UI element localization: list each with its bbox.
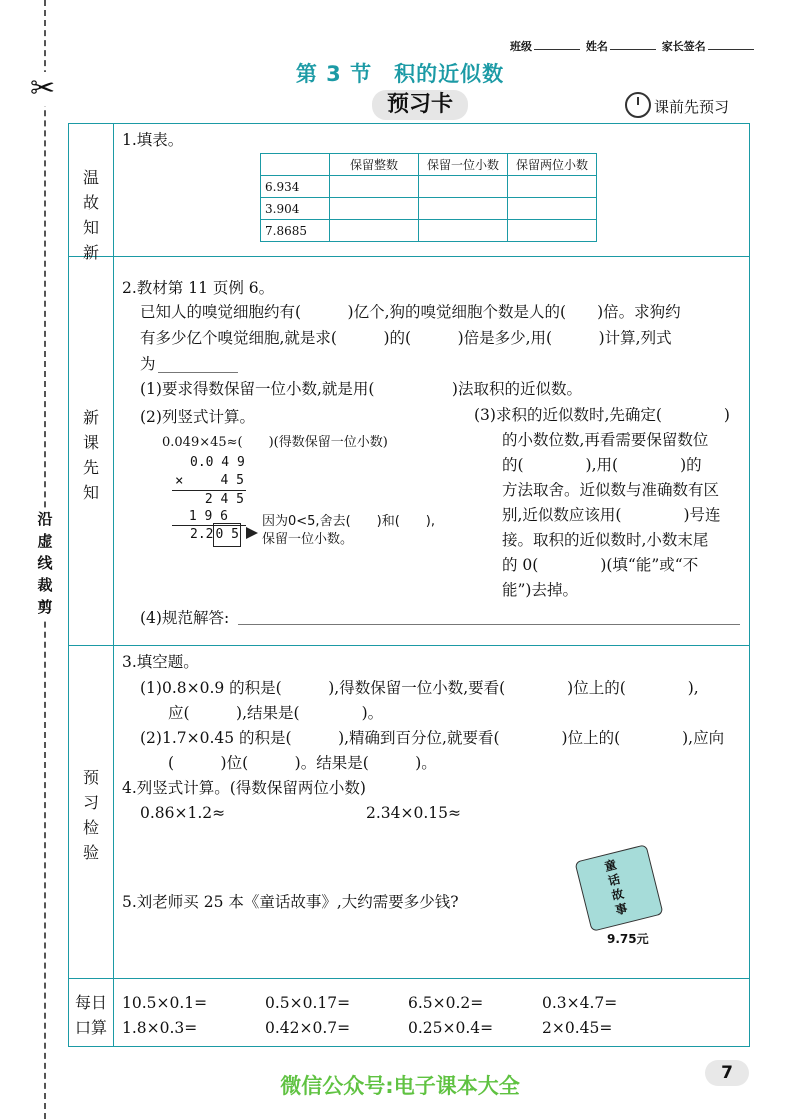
q2-sub3-line4: 方法取舍。近似数与准确数有区: [502, 481, 720, 499]
q3-title: 3.填空题。: [122, 653, 199, 671]
q2-sub3-line8: 能”)去掉。: [502, 581, 578, 599]
q2-sub1: (1)要求得数保留一位小数,就是用( )法取积的近似数。: [140, 380, 582, 398]
daily-item: 0.25×0.4=: [408, 1019, 494, 1037]
cut-line-text: 沿虚线裁剪: [34, 508, 56, 618]
parent-signature-label: 家长签名: [661, 40, 706, 53]
q2-line3: 为: [140, 355, 156, 373]
header-fields: [510, 38, 756, 54]
table-header-cell: [261, 154, 330, 176]
table-row: [261, 198, 597, 220]
q4-title: 4.列竖式计算。(得数保留两位小数): [122, 779, 366, 797]
daily-item: 1.8×0.3=: [122, 1019, 198, 1037]
calc-note-2: 保留一位小数。: [262, 532, 354, 547]
q2-sub3-line2: 的小数位数,再看需要保留数位: [502, 431, 709, 449]
preview-label: 课前先预习: [654, 98, 730, 116]
q4-expression-2: 2.34×0.15≈: [366, 804, 461, 822]
q2-sub3-line5: 别,近似数应该用( )号连: [502, 506, 721, 524]
table-row: [261, 220, 597, 242]
answer-cell[interactable]: [330, 220, 419, 242]
calc-row-5: [190, 523, 241, 547]
table-cell-number: 7.8685: [261, 220, 330, 242]
q2-line2: 有多少亿个嗅觉细胞,就是求( )的( )倍是多少,用( )计算,列式: [140, 329, 672, 347]
scissors-icon: ✂: [30, 71, 56, 106]
calc-note-1: 因为0<5,舍去( )和( ),: [262, 514, 435, 529]
calc-row-2: 4 5: [220, 473, 244, 488]
answer-cell[interactable]: [330, 198, 419, 220]
calc-row-4: 1 9 6: [188, 509, 228, 524]
q2-sub4: (4)规范解答:: [140, 609, 230, 627]
table-row: [261, 176, 597, 198]
formula-answer-line[interactable]: [158, 372, 238, 373]
q4-expression-1: 0.86×1.2≈: [140, 804, 226, 822]
q2-line1: 已知人的嗅觉细胞约有( )亿个,狗的嗅觉细胞个数是人的( )倍。求狗约: [140, 303, 681, 321]
q1-table: [260, 153, 597, 242]
q1-title: 1.填表。: [122, 131, 184, 149]
table-header-cell: 保留一位小数: [419, 154, 508, 176]
answer-cell[interactable]: [419, 198, 508, 220]
q5-title: 5.刘老师买 25 本《童话故事》,大约需要多少钱?: [122, 893, 459, 911]
book-title: 童话故事: [602, 857, 629, 918]
divider-2: [68, 645, 750, 646]
q2-sub2: (2)列竖式计算。: [140, 408, 255, 426]
q3-line1: (1)0.8×0.9 的积是( ),得数保留一位小数,要看( )位上的( ),: [140, 679, 699, 697]
answer-cell[interactable]: [508, 220, 597, 242]
book-price: 9.75元: [607, 932, 649, 946]
class-blank[interactable]: [534, 39, 580, 50]
divider-3: [68, 978, 750, 979]
q2-expression: 0.049×45≈( )(得数保留一位小数): [162, 435, 388, 450]
divider-1: [68, 256, 750, 257]
name-blank[interactable]: [610, 39, 656, 50]
section-label-review: 温故知新: [82, 168, 99, 262]
daily-item: 2×0.45=: [542, 1019, 613, 1037]
name-label: 姓名: [585, 40, 608, 53]
answer-cell[interactable]: [508, 176, 597, 198]
daily-item: 0.3×4.7=: [542, 994, 618, 1012]
daily-item: 0.42×0.7=: [265, 1019, 351, 1037]
table-header-cell: 保留整数: [330, 154, 419, 176]
table-cell-number: 6.934: [261, 176, 330, 198]
q2-sub3-line3: 的( ),用( )的: [502, 456, 702, 474]
calc-row-1: 0.0 4 9: [190, 455, 245, 470]
q2-sub3-line7: 的 0( )(填“能”或“不: [502, 556, 699, 574]
q3-line3: (2)1.7×0.45 的积是( ),精确到百分位,就要看( )位上的( ),应向: [140, 729, 725, 747]
daily-item: 10.5×0.1=: [122, 994, 208, 1012]
section-label-preview-check: 预习检验: [82, 768, 99, 862]
calc-multiply-sign: ×: [175, 473, 184, 489]
q2-sub3-line6: 接。取积的近似数时,小数末尾: [502, 531, 709, 549]
parent-signature-blank[interactable]: [708, 39, 754, 50]
answer-cell[interactable]: [419, 176, 508, 198]
daily-item: 0.5×0.17=: [265, 994, 351, 1012]
arrow-icon: [246, 527, 258, 539]
calc-result-part: 2.2: [190, 527, 214, 542]
footer-watermark: 微信公众号:电子课本大全: [280, 1074, 520, 1098]
page-number: 7: [705, 1060, 749, 1086]
section-label-new-knowledge: 新课先知: [82, 408, 99, 502]
clock-icon: [625, 92, 651, 118]
table-cell-number: 3.904: [261, 198, 330, 220]
card-label: 预习卡: [372, 90, 468, 120]
class-label: 班级: [510, 40, 532, 53]
label-column-divider: [113, 123, 114, 1047]
q2-title: 2.教材第 11 页例 6。: [122, 279, 275, 297]
q2-sub3-line1: (3)求积的近似数时,先确定( ): [474, 406, 730, 424]
section-label-daily: 每日口算: [74, 993, 107, 1037]
calc-row-3: 2 4 5: [204, 492, 244, 507]
table-header-cell: 保留两位小数: [508, 154, 597, 176]
calc-result-boxed-digits: 0 5: [213, 523, 240, 547]
answer-cell[interactable]: [330, 176, 419, 198]
table-header-row: [261, 154, 597, 176]
answer-cell[interactable]: [419, 220, 508, 242]
section-title: 第 3 节 积的近似数: [295, 62, 505, 86]
answer-line[interactable]: [238, 624, 740, 625]
daily-item: 6.5×0.2=: [408, 994, 484, 1012]
answer-cell[interactable]: [508, 198, 597, 220]
q3-line2: 应( ),结果是( )。: [168, 704, 384, 722]
q3-line4: ( )位( )。结果是( )。: [168, 754, 437, 772]
